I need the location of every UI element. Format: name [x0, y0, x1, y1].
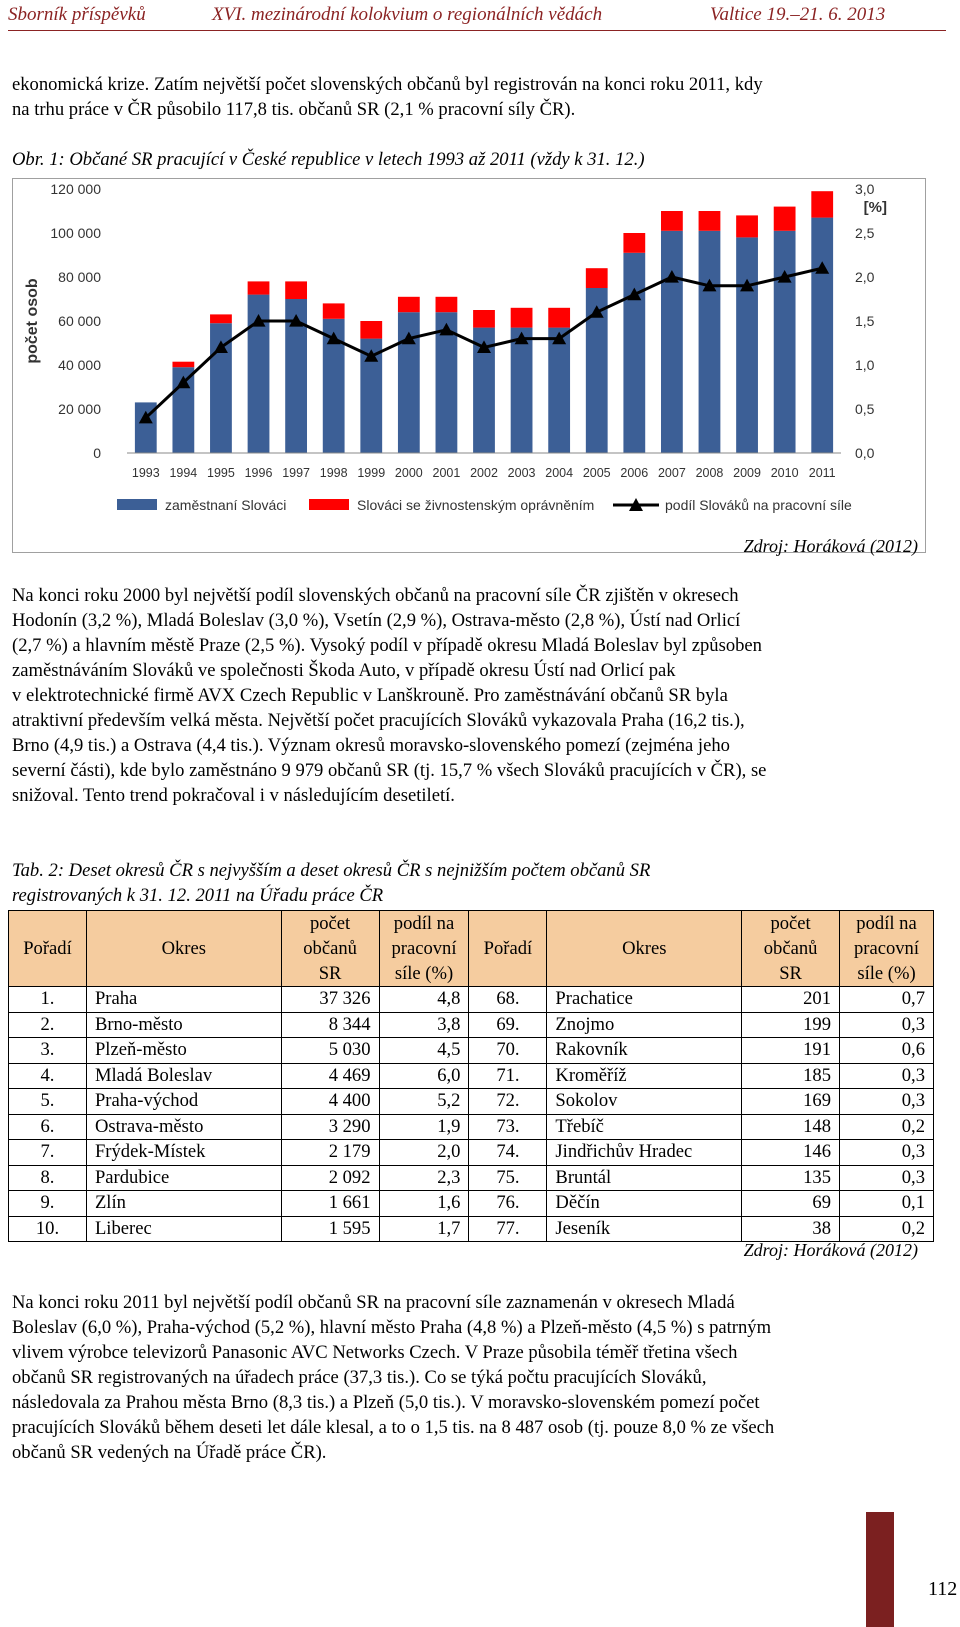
paragraph-line: (2,7 %) a hlavním městě Praze (2,5 %). Vysoký podíl v případě okresu Mladá Boleslav byl způsoben — [12, 635, 762, 656]
share-cell: 2,0 — [379, 1140, 469, 1166]
rank-cell: 74. — [469, 1140, 547, 1166]
rank-cell: 71. — [469, 1063, 547, 1089]
legend-swatch-self-employed — [309, 499, 349, 510]
x-tick-label: 2006 — [620, 466, 649, 480]
bar-self-employed — [774, 207, 796, 231]
district-cell: Děčín — [547, 1191, 742, 1217]
table-row — [9, 1140, 934, 1166]
district-cell: Ostrava-město — [86, 1114, 281, 1140]
paragraph-line: zaměstnáváním Slováků ve společnosti Škoda Auto, v případě okresu Ústí nad Orlicí pak — [12, 660, 676, 681]
bar-self-employed — [623, 233, 645, 253]
x-tick-label: 2008 — [695, 466, 724, 480]
share-cell: 6,0 — [379, 1063, 469, 1089]
share-cell: 0,2 — [840, 1114, 934, 1140]
share-cell: 0,7 — [840, 987, 934, 1013]
table-row — [9, 1216, 934, 1242]
bar-employed — [736, 237, 758, 453]
rank-cell: 76. — [469, 1191, 547, 1217]
y-tick-label: 100 000 — [50, 225, 101, 241]
bar-employed — [699, 231, 721, 453]
table-source: Zdroj: Horáková (2012) — [743, 1240, 918, 1260]
district-cell: Plzeň-město — [86, 1038, 281, 1064]
header-district: Okres — [547, 911, 742, 987]
y2-axis-title: [%] — [863, 199, 887, 216]
district-cell: Pardubice — [86, 1165, 281, 1191]
count-cell: 3 290 — [281, 1114, 379, 1140]
count-cell: 69 — [742, 1191, 840, 1217]
bar-self-employed — [586, 268, 608, 288]
combo-chart — [13, 179, 925, 552]
share-cell: 0,1 — [840, 1191, 934, 1217]
y-tick-label: 20 000 — [58, 401, 101, 417]
rank-cell: 77. — [469, 1216, 547, 1242]
share-cell: 2,3 — [379, 1165, 469, 1191]
paragraph-line: Brno (4,9 tis.) a Ostrava (4,4 tis.). Význam okresů moravsko-slovenského pomezí (zejména jeho — [12, 735, 730, 756]
x-tick-label: 1997 — [282, 466, 311, 480]
paragraph-line: Na konci roku 2011 byl největší podíl občanů SR na pracovní síle zaznamenán v okresech Mladá — [12, 1292, 735, 1313]
x-tick-label: 2007 — [657, 466, 686, 480]
count-cell: 169 — [742, 1089, 840, 1115]
bar-self-employed — [210, 314, 232, 323]
paragraph-line: snižoval. Tento trend pokračoval i v následujícím desetiletí. — [12, 785, 455, 806]
count-cell: 185 — [742, 1063, 840, 1089]
y2-tick-label: 3,0 — [855, 181, 875, 197]
y-tick-label: 80 000 — [58, 269, 101, 285]
district-cell: Brno-město — [86, 1012, 281, 1038]
share-cell: 4,8 — [379, 987, 469, 1013]
bar-self-employed — [473, 310, 495, 328]
page-header — [0, 0, 960, 30]
x-tick-label: 2005 — [582, 466, 611, 480]
figure-source: Zdroj: Horáková (2012) — [743, 536, 918, 556]
bar-self-employed — [736, 215, 758, 237]
share-cell: 3,8 — [379, 1012, 469, 1038]
rank-cell: 70. — [469, 1038, 547, 1064]
share-cell: 0,2 — [840, 1216, 934, 1242]
share-cell: 1,9 — [379, 1114, 469, 1140]
rank-cell: 9. — [9, 1191, 87, 1217]
bar-self-employed — [360, 321, 382, 339]
rank-cell: 5. — [9, 1089, 87, 1115]
x-tick-label: 1994 — [169, 466, 198, 480]
paragraph-line: následovala za Prahou města Brno (8,3 tis.) a Plzeň (5,0 tis.). V moravsko-slovenském pomezí počet — [12, 1392, 760, 1413]
y2-tick-label: 2,0 — [855, 269, 875, 285]
count-cell: 37 326 — [281, 987, 379, 1013]
rank-cell: 10. — [9, 1216, 87, 1242]
count-cell: 201 — [742, 987, 840, 1013]
bar-employed — [511, 328, 533, 453]
bar-self-employed — [699, 211, 721, 231]
x-tick-label: 2010 — [770, 466, 799, 480]
bar-self-employed — [323, 303, 345, 318]
x-tick-label: 2004 — [545, 466, 574, 480]
header-district: Okres — [86, 911, 281, 987]
table-row — [9, 1012, 934, 1038]
district-cell: Třebíč — [547, 1114, 742, 1140]
figure-caption — [12, 147, 932, 172]
intro-line: na trhu práce v ČR působilo 117,8 tis. občanů SR (2,1 % pracovní síly ČR). — [12, 99, 576, 120]
intro-paragraph — [12, 72, 924, 122]
count-cell: 1 595 — [281, 1216, 379, 1242]
district-cell: Mladá Boleslav — [86, 1063, 281, 1089]
page-number: 112 — [928, 1578, 958, 1600]
x-tick-label: 2011 — [808, 466, 836, 480]
paragraph-line: občanů SR vedených na Úřadě práce ČR). — [12, 1442, 327, 1463]
rank-cell: 69. — [469, 1012, 547, 1038]
paragraph-line: pracujících Slováků během deseti let dále klesal, a to o 1,5 tis. na 8 487 osob (tj. pouze 8,0 % ze všech — [12, 1417, 775, 1438]
share-cell: 0,3 — [840, 1063, 934, 1089]
rank-cell: 8. — [9, 1165, 87, 1191]
y-tick-label: 0 — [93, 445, 101, 461]
y2-tick-label: 1,0 — [855, 357, 875, 373]
header-share: podíl na pracovní síle (%) — [379, 911, 469, 987]
rank-cell: 7. — [9, 1140, 87, 1166]
share-cell: 1,7 — [379, 1216, 469, 1242]
table-row — [9, 1038, 934, 1064]
share-cell: 5,2 — [379, 1089, 469, 1115]
district-cell: Praha — [86, 987, 281, 1013]
district-cell: Prachatice — [547, 987, 742, 1013]
district-cell: Zlín — [86, 1191, 281, 1217]
count-cell: 148 — [742, 1114, 840, 1140]
paragraph-line: Hodonín (3,2 %), Mladá Boleslav (3,0 %), Vsetín (2,9 %), Ostrava-město (2,8 %), Ústí nad Orlicí — [12, 610, 741, 631]
bar-self-employed — [511, 308, 533, 328]
share-cell: 0,3 — [840, 1089, 934, 1115]
district-cell: Jeseník — [547, 1216, 742, 1242]
rank-cell: 68. — [469, 987, 547, 1013]
rank-cell: 73. — [469, 1114, 547, 1140]
rank-cell: 1. — [9, 987, 87, 1013]
count-cell: 1 661 — [281, 1191, 379, 1217]
x-tick-label: 2001 — [432, 466, 461, 480]
table-row — [9, 1063, 934, 1089]
legend-label-self-employed: Slováci se živnostenským oprávněním — [357, 497, 595, 513]
district-cell: Frýdek-Místek — [86, 1140, 281, 1166]
x-tick-label: 1999 — [357, 466, 386, 480]
count-cell: 2 179 — [281, 1140, 379, 1166]
bar-self-employed — [172, 362, 194, 368]
paragraph-line: atraktivní především velká města. Největší počet pracujících Slováků vykazovala Praha (16,2 tis.), — [12, 710, 745, 731]
y2-tick-label: 0,0 — [855, 445, 875, 461]
bar-employed — [811, 218, 833, 453]
district-cell: Jindřichův Hradec — [547, 1140, 742, 1166]
district-cell: Praha-východ — [86, 1089, 281, 1115]
header-rank: Pořadí — [469, 911, 547, 987]
x-tick-label: 2000 — [394, 466, 423, 480]
share-cell: 0,3 — [840, 1140, 934, 1166]
y-tick-label: 120 000 — [50, 181, 101, 197]
x-tick-label: 2009 — [733, 466, 761, 480]
x-tick-label: 1996 — [244, 466, 273, 480]
header-share: podíl na pracovní síle (%) — [840, 911, 934, 987]
bar-self-employed — [248, 281, 270, 294]
districts-table — [8, 910, 934, 1242]
rank-cell: 75. — [469, 1165, 547, 1191]
header-rule — [8, 30, 946, 31]
y-axis-title: počet osob — [24, 278, 41, 364]
y-tick-label: 40 000 — [58, 357, 101, 373]
bar-self-employed — [548, 308, 570, 328]
bar-employed — [661, 231, 683, 453]
share-cell: 0,6 — [840, 1038, 934, 1064]
legend-label-employed: zaměstnaní Slováci — [165, 497, 287, 513]
table-label: Tab. 2: — [12, 860, 65, 881]
count-cell: 38 — [742, 1216, 840, 1242]
y2-tick-label: 1,5 — [855, 313, 875, 329]
header-count: počet občanů SR — [742, 911, 840, 987]
header-left: Sborník příspěvků — [8, 4, 146, 25]
paragraph-line: Na konci roku 2000 byl největší podíl slovenských občanů na pracovní síle ČR zjištěn v okresech — [12, 585, 739, 606]
count-cell: 8 344 — [281, 1012, 379, 1038]
y2-tick-label: 2,5 — [855, 225, 875, 241]
count-cell: 4 469 — [281, 1063, 379, 1089]
share-cell: 0,3 — [840, 1012, 934, 1038]
x-tick-label: 1995 — [207, 466, 235, 480]
table-row — [9, 1114, 934, 1140]
table-row — [9, 1089, 934, 1115]
count-cell: 2 092 — [281, 1165, 379, 1191]
y2-tick-label: 0,5 — [855, 401, 875, 417]
figure-label: Obr. 1: — [12, 149, 65, 170]
count-cell: 199 — [742, 1012, 840, 1038]
district-cell: Liberec — [86, 1216, 281, 1242]
legend-swatch-employed — [117, 499, 157, 510]
table-caption-line2: registrovaných k 31. 12. 2011 na Úřadu práce ČR — [12, 885, 384, 906]
bar-self-employed — [811, 191, 833, 217]
x-tick-label: 1993 — [131, 466, 160, 480]
legend-label-share: podíl Slováků na pracovní síle — [665, 497, 852, 513]
x-tick-label: 1998 — [319, 466, 348, 480]
table-row — [9, 1191, 934, 1217]
count-cell: 135 — [742, 1165, 840, 1191]
bar-employed — [774, 231, 796, 453]
header-right: Valtice 19.–21. 6. 2013 — [710, 4, 886, 25]
body-paragraph-2 — [12, 1290, 924, 1465]
paragraph-line: v elektrotechnické firmě AVX Czech Republic v Lanškrouně. Pro zaměstnávání občanů SR byla — [12, 685, 728, 706]
x-tick-label: 2003 — [507, 466, 536, 480]
district-cell: Bruntál — [547, 1165, 742, 1191]
paragraph-line: vlivem výrobce televizorů Panasonic AVC Networks Czech. V Praze působila téměř třetina všech — [12, 1342, 738, 1363]
district-cell: Rakovník — [547, 1038, 742, 1064]
bar-employed — [548, 328, 570, 453]
paragraph-line: severní části), kde bylo zaměstnáno 9 979 občanů SR (tj. 15,7 % všech Slováků pracujících v ČR), se — [12, 760, 767, 781]
paragraph-line: občanů SR registrovaných na úřadech práce (37,3 tis.). Co se týká počtu pracujících Slováků, — [12, 1367, 707, 1388]
header-rank: Pořadí — [9, 911, 87, 987]
table-row — [9, 987, 934, 1013]
table-caption — [12, 858, 924, 908]
paragraph-line: Boleslav (6,0 %), Praha-východ (5,2 %), hlavní město Praha (4,8 %) a Plzeň-město (4,5 %) s patrným — [12, 1317, 772, 1338]
district-cell: Sokolov — [547, 1089, 742, 1115]
bar-self-employed — [661, 211, 683, 231]
bar-self-employed — [436, 297, 458, 312]
count-cell: 146 — [742, 1140, 840, 1166]
rank-cell: 72. — [469, 1089, 547, 1115]
table-caption-line1: Deset okresů ČR s nejvyšším a deset okresů ČR s nejnižším počtem občanů SR — [68, 860, 651, 881]
district-cell: Znojmo — [547, 1012, 742, 1038]
share-cell: 4,5 — [379, 1038, 469, 1064]
figure-title: Občané SR pracující v České republice v letech 1993 až 2011 (vždy k 31. 12.) — [69, 149, 645, 170]
table-row — [9, 1165, 934, 1191]
rank-cell: 2. — [9, 1012, 87, 1038]
page-corner-bar — [866, 1512, 894, 1627]
rank-cell: 3. — [9, 1038, 87, 1064]
rank-cell: 4. — [9, 1063, 87, 1089]
table-header-row — [9, 911, 934, 987]
count-cell: 5 030 — [281, 1038, 379, 1064]
header-center: XVI. mezinárodní kolokvium o regionálních vědách — [212, 4, 603, 25]
intro-line: ekonomická krize. Zatím největší počet slovenských občanů byl registrován na konci roku 2011, kdy — [12, 74, 763, 95]
bar-self-employed — [398, 297, 420, 312]
header-count: počet občanů SR — [281, 911, 379, 987]
count-cell: 191 — [742, 1038, 840, 1064]
bar-self-employed — [285, 281, 307, 299]
body-paragraph-1 — [12, 583, 924, 808]
share-cell: 0,3 — [840, 1165, 934, 1191]
y-tick-label: 60 000 — [58, 313, 101, 329]
count-cell: 4 400 — [281, 1089, 379, 1115]
chart-container — [12, 178, 926, 553]
x-tick-label: 2002 — [470, 466, 498, 480]
district-cell: Kroměříž — [547, 1063, 742, 1089]
bar-employed — [623, 253, 645, 453]
rank-cell: 6. — [9, 1114, 87, 1140]
share-cell: 1,6 — [379, 1191, 469, 1217]
